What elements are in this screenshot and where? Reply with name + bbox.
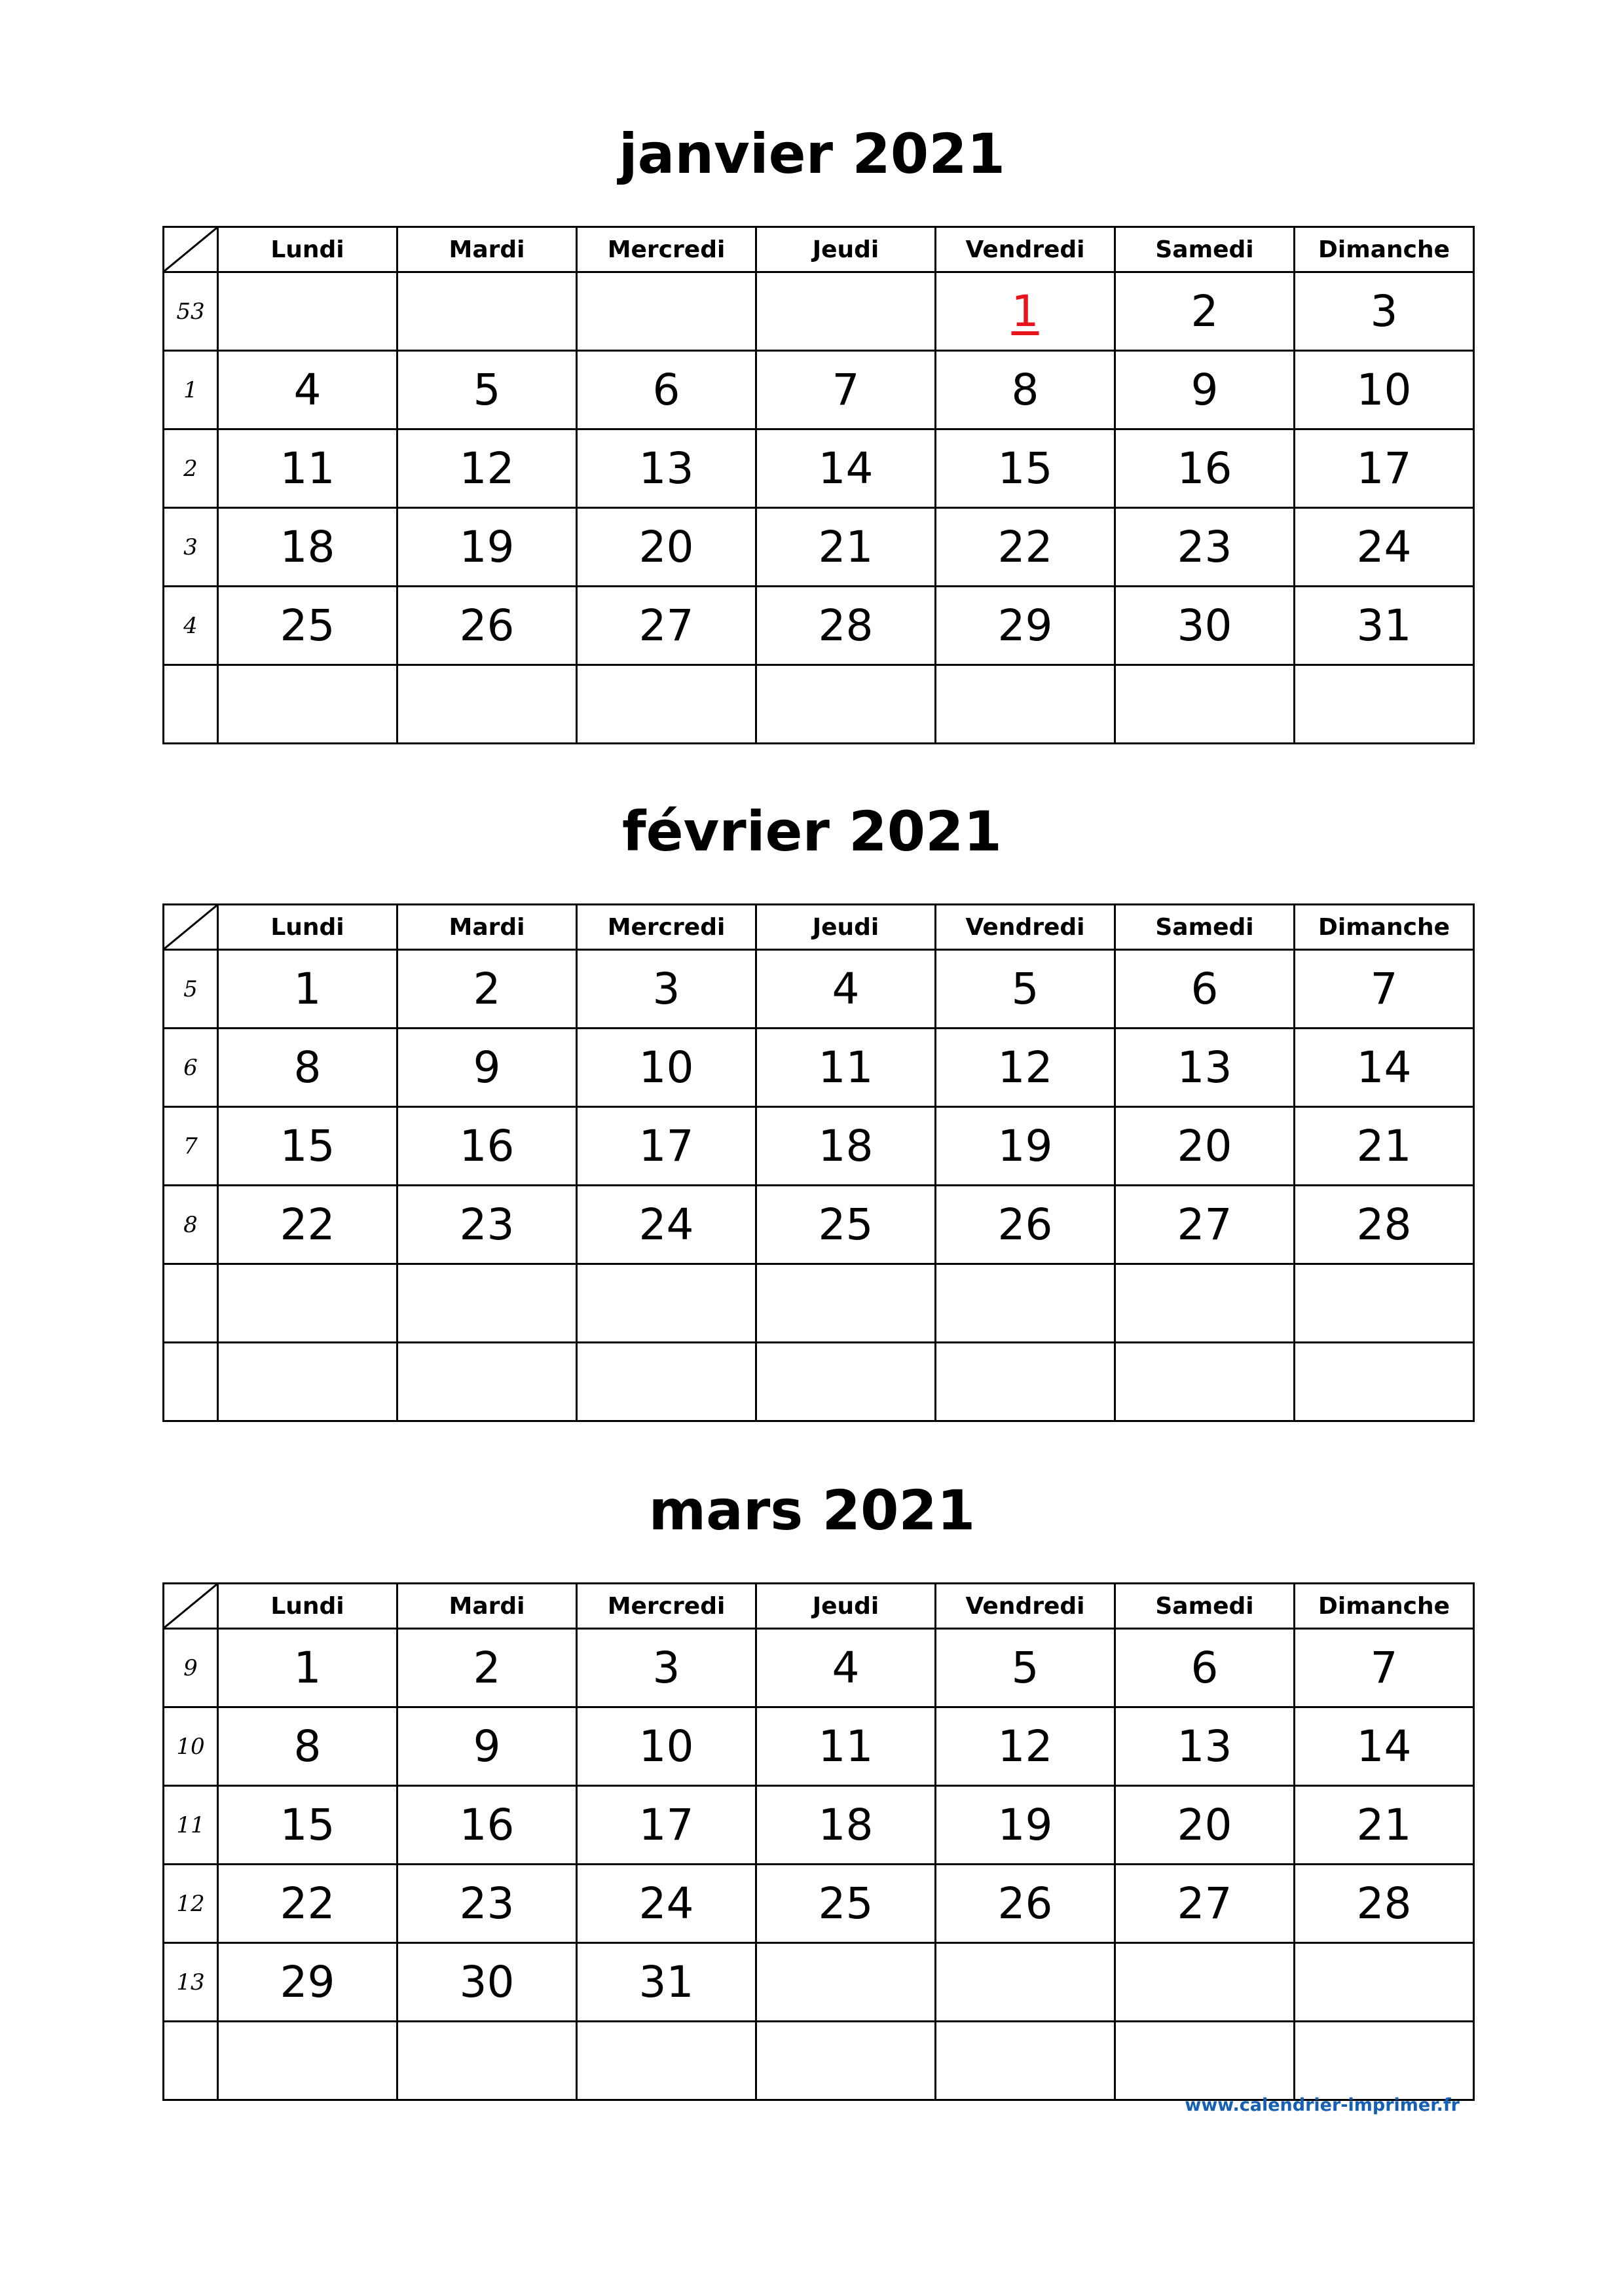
day-cell: 11 xyxy=(756,1029,936,1107)
day-cell xyxy=(1295,1943,1474,2022)
day-cell: 22 xyxy=(218,1865,397,1943)
weekday-header: Lundi xyxy=(218,227,397,272)
day-cell: 23 xyxy=(397,1186,577,1264)
day-cell: 4 xyxy=(756,1629,936,1707)
day-cell xyxy=(218,665,397,744)
weekday-header: Vendredi xyxy=(936,1584,1115,1629)
day-cell: 15 xyxy=(218,1107,397,1186)
week-number: 6 xyxy=(164,1029,218,1107)
day-cell: 5 xyxy=(936,950,1115,1029)
day-cell: 10 xyxy=(577,1029,756,1107)
day-cell: 13 xyxy=(577,429,756,508)
weekday-header: Mercredi xyxy=(577,1584,756,1629)
day-cell xyxy=(397,2022,577,2100)
day-cell: 11 xyxy=(756,1707,936,1786)
day-cell xyxy=(577,665,756,744)
day-cell: 7 xyxy=(1295,1629,1474,1707)
day-cell: 25 xyxy=(756,1865,936,1943)
footer-website: www.calendrier-imprimer.fr xyxy=(1185,2095,1460,2115)
day-cell: 7 xyxy=(756,351,936,429)
day-cell: 4 xyxy=(218,351,397,429)
day-cell xyxy=(577,272,756,351)
day-cell xyxy=(397,1343,577,1421)
weekday-header: Lundi xyxy=(218,1584,397,1629)
day-cell: 24 xyxy=(577,1865,756,1943)
week-row xyxy=(164,1707,1474,1786)
day-cell: 8 xyxy=(936,351,1115,429)
day-cell: 14 xyxy=(756,429,936,508)
day-cell xyxy=(936,2022,1115,2100)
day-cell: 26 xyxy=(936,1186,1115,1264)
weekday-header: Dimanche xyxy=(1295,905,1474,950)
day-cell: 16 xyxy=(397,1786,577,1865)
day-cell: 20 xyxy=(577,508,756,587)
day-cell xyxy=(577,1343,756,1421)
day-cell: 28 xyxy=(1295,1186,1474,1264)
week-number: 1 xyxy=(164,351,218,429)
month-grid xyxy=(162,903,1475,1422)
day-cell: 18 xyxy=(218,508,397,587)
day-cell xyxy=(1295,1343,1474,1421)
day-cell: 8 xyxy=(218,1029,397,1107)
day-cell: 2 xyxy=(1115,272,1295,351)
week-row xyxy=(164,2022,1474,2100)
day-cell: 21 xyxy=(756,508,936,587)
day-cell: 22 xyxy=(218,1186,397,1264)
day-cell xyxy=(756,665,936,744)
day-cell: 25 xyxy=(756,1186,936,1264)
day-cell: 8 xyxy=(218,1707,397,1786)
day-cell: 19 xyxy=(936,1107,1115,1186)
week-row xyxy=(164,1107,1474,1186)
day-cell: 27 xyxy=(1115,1865,1295,1943)
day-cell: 17 xyxy=(577,1107,756,1186)
day-cell: 21 xyxy=(1295,1107,1474,1186)
day-cell xyxy=(218,1264,397,1343)
day-cell: 23 xyxy=(1115,508,1295,587)
month-grid xyxy=(162,1582,1475,2101)
week-row xyxy=(164,1186,1474,1264)
day-cell xyxy=(1115,665,1295,744)
day-cell: 14 xyxy=(1295,1029,1474,1107)
day-cell: 21 xyxy=(1295,1786,1474,1865)
day-cell: 2 xyxy=(397,950,577,1029)
day-cell: 1 xyxy=(218,1629,397,1707)
day-cell: 18 xyxy=(756,1107,936,1186)
week-row xyxy=(164,665,1474,744)
week-number: 7 xyxy=(164,1107,218,1186)
month-title: janvier 2021 xyxy=(618,122,1006,186)
day-cell: 12 xyxy=(936,1707,1115,1786)
day-cell: 22 xyxy=(936,508,1115,587)
week-row xyxy=(164,1264,1474,1343)
weekday-header: Dimanche xyxy=(1295,1584,1474,1629)
day-cell: 17 xyxy=(577,1786,756,1865)
day-cell: 26 xyxy=(936,1865,1115,1943)
weekday-header: Mardi xyxy=(397,227,577,272)
week-number-corner xyxy=(164,1584,218,1629)
day-cell: 18 xyxy=(756,1786,936,1865)
day-cell: 7 xyxy=(1295,950,1474,1029)
week-number: 9 xyxy=(164,1629,218,1707)
week-row xyxy=(164,1029,1474,1107)
week-number: 8 xyxy=(164,1186,218,1264)
week-number-corner xyxy=(164,227,218,272)
day-cell: 26 xyxy=(397,587,577,665)
day-cell: 30 xyxy=(1115,587,1295,665)
day-cell: 6 xyxy=(1115,1629,1295,1707)
day-cell xyxy=(936,1943,1115,2022)
week-number: 2 xyxy=(164,429,218,508)
day-cell xyxy=(756,1264,936,1343)
day-cell: 12 xyxy=(936,1029,1115,1107)
week-number: 13 xyxy=(164,1943,218,2022)
day-cell: 5 xyxy=(936,1629,1115,1707)
day-cell xyxy=(756,272,936,351)
week-number xyxy=(164,2022,218,2100)
day-cell: 25 xyxy=(218,587,397,665)
day-cell: 1 xyxy=(218,950,397,1029)
day-cell xyxy=(936,1343,1115,1421)
day-cell xyxy=(1295,665,1474,744)
day-cell xyxy=(936,1264,1115,1343)
day-cell: 5 xyxy=(397,351,577,429)
day-cell: 19 xyxy=(936,1786,1115,1865)
day-cell: 20 xyxy=(1115,1107,1295,1186)
month-title: mars 2021 xyxy=(648,1478,976,1542)
day-cell: 31 xyxy=(1295,587,1474,665)
day-cell: 19 xyxy=(397,508,577,587)
day-cell: 9 xyxy=(397,1707,577,1786)
weekday-header: Vendredi xyxy=(936,905,1115,950)
day-cell: 16 xyxy=(397,1107,577,1186)
day-cell: 31 xyxy=(577,1943,756,2022)
day-cell: 15 xyxy=(936,429,1115,508)
day-cell xyxy=(218,1343,397,1421)
week-row xyxy=(164,587,1474,665)
day-cell: 27 xyxy=(577,587,756,665)
day-cell: 12 xyxy=(397,429,577,508)
week-number: 3 xyxy=(164,508,218,587)
week-number: 53 xyxy=(164,272,218,351)
day-cell: 15 xyxy=(218,1786,397,1865)
week-number: 10 xyxy=(164,1707,218,1786)
weekday-header: Jeudi xyxy=(756,227,936,272)
week-row xyxy=(164,429,1474,508)
day-cell xyxy=(756,1943,936,2022)
day-cell: 20 xyxy=(1115,1786,1295,1865)
weekday-header: Jeudi xyxy=(756,905,936,950)
day-cell: 27 xyxy=(1115,1186,1295,1264)
day-cell: 17 xyxy=(1295,429,1474,508)
day-cell xyxy=(218,2022,397,2100)
day-cell xyxy=(1115,1943,1295,2022)
weekday-header: Mercredi xyxy=(577,905,756,950)
day-cell xyxy=(1295,2022,1474,2100)
day-cell xyxy=(1295,1264,1474,1343)
day-cell: 23 xyxy=(397,1865,577,1943)
weekday-header-row xyxy=(164,227,1474,272)
weekday-header: Mardi xyxy=(397,905,577,950)
day-cell: 24 xyxy=(577,1186,756,1264)
weekday-header: Dimanche xyxy=(1295,227,1474,272)
week-row xyxy=(164,1865,1474,1943)
weekday-header: Mercredi xyxy=(577,227,756,272)
week-number xyxy=(164,1343,218,1421)
day-cell: 14 xyxy=(1295,1707,1474,1786)
week-number: 4 xyxy=(164,587,218,665)
month-grid xyxy=(162,226,1475,744)
week-row xyxy=(164,950,1474,1029)
day-cell xyxy=(1115,2022,1295,2100)
weekday-header-row xyxy=(164,1584,1474,1629)
day-cell: 28 xyxy=(1295,1865,1474,1943)
day-cell xyxy=(218,272,397,351)
day-cell: 10 xyxy=(577,1707,756,1786)
day-cell xyxy=(397,272,577,351)
day-cell: 11 xyxy=(218,429,397,508)
day-cell xyxy=(936,665,1115,744)
day-cell xyxy=(1115,1343,1295,1421)
week-number: 5 xyxy=(164,950,218,1029)
day-cell: 10 xyxy=(1295,351,1474,429)
weekday-header: Mardi xyxy=(397,1584,577,1629)
weekday-header: Jeudi xyxy=(756,1584,936,1629)
day-cell xyxy=(1115,1264,1295,1343)
week-row xyxy=(164,1786,1474,1865)
week-row xyxy=(164,1943,1474,2022)
day-cell xyxy=(577,2022,756,2100)
week-number-corner xyxy=(164,905,218,950)
day-cell: 3 xyxy=(577,950,756,1029)
weekday-header: Vendredi xyxy=(936,227,1115,272)
weekday-header: Samedi xyxy=(1115,1584,1295,1629)
day-cell: 4 xyxy=(756,950,936,1029)
day-cell: 24 xyxy=(1295,508,1474,587)
week-number: 12 xyxy=(164,1865,218,1943)
day-cell: 13 xyxy=(1115,1707,1295,1786)
day-cell xyxy=(756,1343,936,1421)
week-row xyxy=(164,1629,1474,1707)
day-cell: 16 xyxy=(1115,429,1295,508)
week-number: 11 xyxy=(164,1786,218,1865)
week-row xyxy=(164,508,1474,587)
day-cell: 3 xyxy=(577,1629,756,1707)
week-row xyxy=(164,1343,1474,1421)
week-row xyxy=(164,351,1474,429)
weekday-header: Samedi xyxy=(1115,227,1295,272)
week-number xyxy=(164,665,218,744)
day-cell xyxy=(577,1264,756,1343)
weekday-header: Samedi xyxy=(1115,905,1295,950)
week-number xyxy=(164,1264,218,1343)
month-title: février 2021 xyxy=(622,799,1002,864)
day-cell: 3 xyxy=(1295,272,1474,351)
weekday-header-row xyxy=(164,905,1474,950)
day-cell: 9 xyxy=(1115,351,1295,429)
day-cell xyxy=(397,1264,577,1343)
week-row xyxy=(164,272,1474,351)
weekday-header: Lundi xyxy=(218,905,397,950)
day-cell: 13 xyxy=(1115,1029,1295,1107)
day-cell: 29 xyxy=(218,1943,397,2022)
day-cell: 6 xyxy=(1115,950,1295,1029)
day-cell: 2 xyxy=(397,1629,577,1707)
day-cell: 28 xyxy=(756,587,936,665)
day-cell: 6 xyxy=(577,351,756,429)
holiday-day-cell: 1 xyxy=(936,272,1115,351)
day-cell: 29 xyxy=(936,587,1115,665)
day-cell: 9 xyxy=(397,1029,577,1107)
day-cell xyxy=(756,2022,936,2100)
day-cell: 30 xyxy=(397,1943,577,2022)
day-cell xyxy=(397,665,577,744)
